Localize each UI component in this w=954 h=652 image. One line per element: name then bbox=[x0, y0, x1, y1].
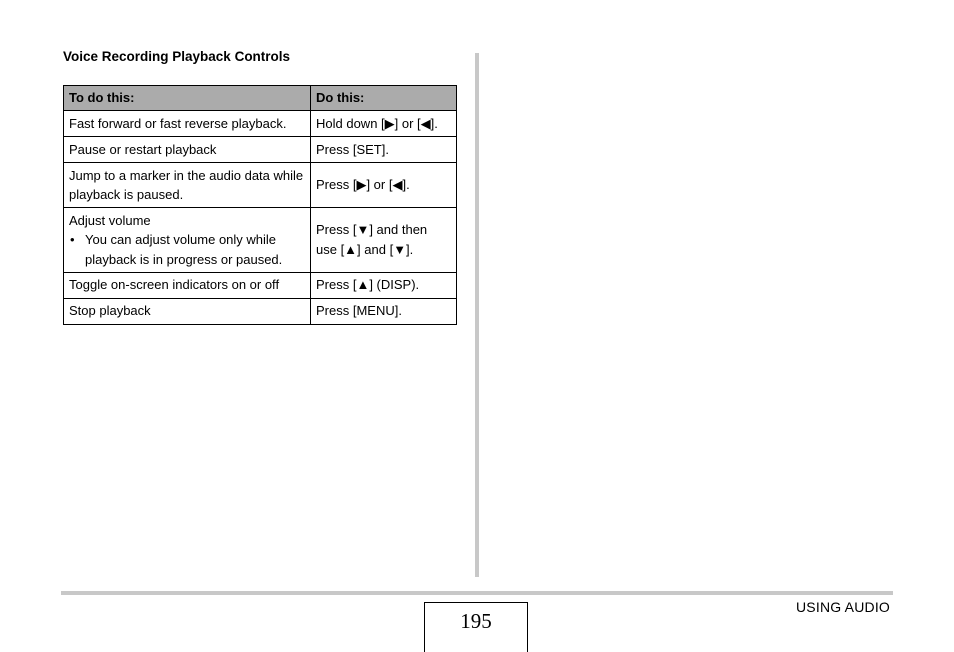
table-row bbox=[64, 163, 457, 208]
table-row bbox=[64, 137, 457, 163]
table-header-row bbox=[64, 86, 457, 111]
table-row bbox=[64, 272, 457, 298]
row-instruction: Press [▼] and then use [▲] and [▼]. bbox=[311, 208, 457, 273]
playback-controls-table bbox=[63, 85, 457, 325]
section-title: Voice Recording Playback Controls bbox=[63, 49, 291, 64]
row-action: Adjust volume bbox=[69, 212, 151, 228]
bullet-text: You can adjust volume only while playback is in progress or paused. bbox=[85, 232, 283, 267]
footer-rule bbox=[61, 591, 893, 595]
row-action: Stop playback bbox=[64, 298, 311, 324]
header-action: To do this: bbox=[64, 86, 311, 111]
row-action: Pause or restart playback bbox=[64, 137, 311, 163]
row-action: Fast forward or fast reverse playback. bbox=[64, 111, 311, 137]
row-action: Jump to a marker in the audio data while playback is paused. bbox=[64, 163, 311, 208]
row-instruction: Press [SET]. bbox=[311, 137, 457, 163]
row-instruction: Press [▲] (DISP). bbox=[311, 272, 457, 298]
table-row bbox=[64, 298, 457, 324]
row-action-cell bbox=[64, 208, 311, 273]
page-number: 195 bbox=[424, 602, 528, 652]
table-row bbox=[64, 111, 457, 137]
row-instruction: Hold down [▶] or [◀]. bbox=[311, 111, 457, 137]
row-action: Toggle on-screen indicators on or off bbox=[64, 272, 311, 298]
row-instruction: Press [MENU]. bbox=[311, 298, 457, 324]
header-instruction: Do this: bbox=[311, 86, 457, 111]
section-name: USING AUDIO bbox=[796, 599, 890, 615]
column-divider bbox=[475, 53, 479, 577]
bullet-icon: • bbox=[70, 232, 75, 247]
row-instruction: Press [▶] or [◀]. bbox=[311, 163, 457, 208]
table-row bbox=[64, 208, 457, 273]
bullet-note bbox=[69, 230, 305, 269]
